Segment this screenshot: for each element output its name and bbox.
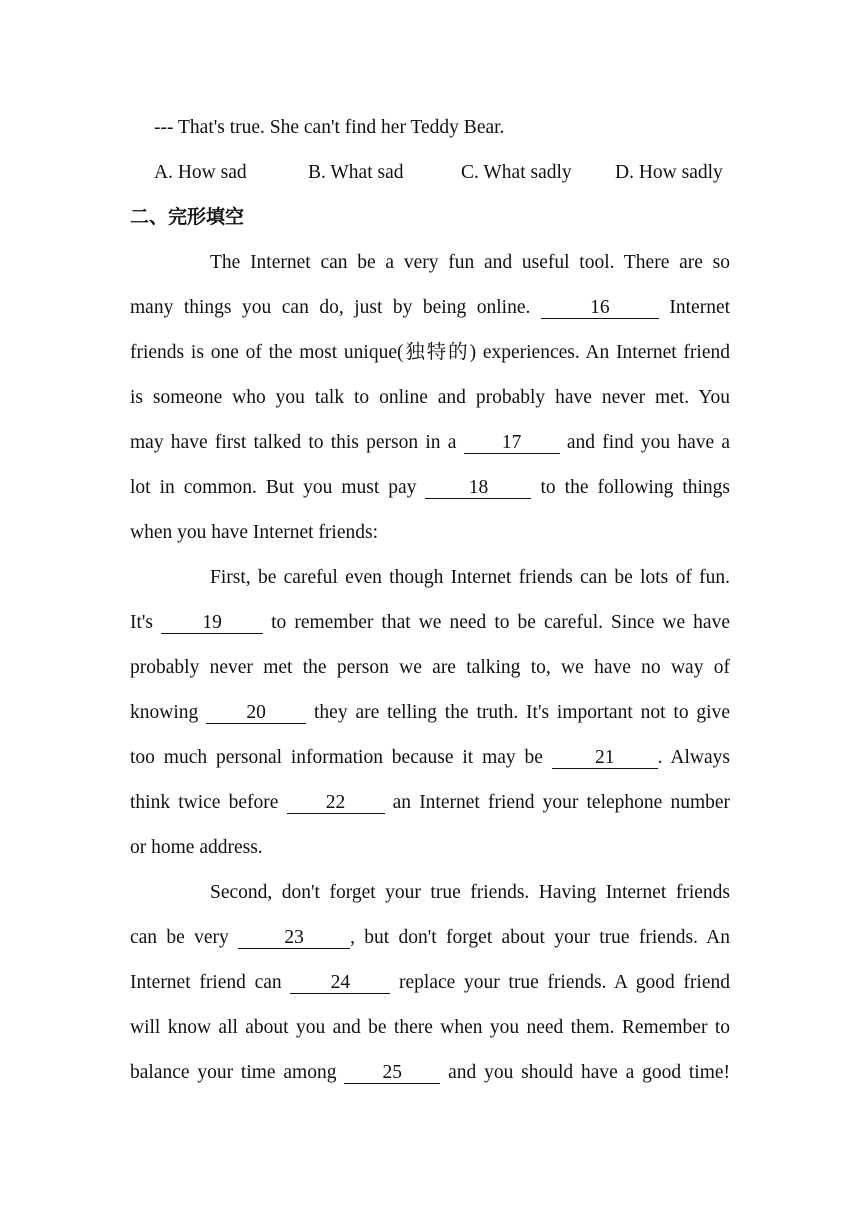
passage-line bbox=[130, 476, 730, 500]
passage-text: they are telling the truth. It's important not to give bbox=[314, 702, 731, 723]
passage-text: and find you have a bbox=[566, 432, 731, 453]
passage-line bbox=[130, 746, 730, 770]
passage-text: to remember that we need to be careful. Since we have bbox=[271, 612, 730, 633]
passage-line bbox=[130, 701, 730, 725]
passage-line bbox=[130, 566, 730, 590]
passage-line: will know all about you and be there when you need them. Remember to bbox=[130, 1017, 730, 1038]
passage-line bbox=[130, 611, 730, 635]
section-heading: 二、完形填空 bbox=[130, 206, 245, 228]
passage-text: too much personal information because it may be bbox=[130, 747, 543, 768]
blank-group bbox=[238, 927, 730, 948]
dialog-line: --- That's true. She can't find her Teddy Bear. bbox=[154, 117, 505, 138]
passage-text: to the following things bbox=[540, 477, 731, 498]
passage-line: or home address. bbox=[130, 837, 263, 858]
blank-25: 25 bbox=[344, 1063, 440, 1084]
blank-16: 16 bbox=[541, 298, 659, 319]
passage-text: lot in common. But you must pay bbox=[130, 477, 417, 498]
passage-text: Internet friend can bbox=[130, 972, 282, 993]
blank-group bbox=[552, 747, 730, 768]
blank-23: 23 bbox=[238, 928, 350, 949]
option-c: C. What sadly bbox=[461, 162, 572, 183]
passage-line: friends is one of the most unique(独特的) experiences. An Internet friend bbox=[130, 342, 730, 363]
passage-text: , but don't forget about your true friends. An bbox=[350, 927, 730, 948]
passage-text: many things you can do, just by being online. bbox=[130, 297, 531, 318]
passage-text: replace your true friends. A good friend bbox=[399, 972, 730, 993]
passage-text: It's bbox=[130, 612, 154, 633]
blank-24: 24 bbox=[290, 973, 390, 994]
passage-line bbox=[130, 881, 730, 905]
passage-text: . Always bbox=[657, 747, 730, 768]
passage-line: when you have Internet friends: bbox=[130, 522, 378, 543]
passage-text: an Internet friend your telephone number bbox=[392, 792, 731, 813]
blank-20: 20 bbox=[206, 703, 306, 724]
blank-17: 17 bbox=[464, 433, 560, 454]
passage-text: balance your time among bbox=[130, 1062, 337, 1083]
passage-line bbox=[130, 791, 730, 815]
passage-text: Second, don't forget your true friends. Having Internet friends bbox=[210, 882, 730, 903]
passage-line bbox=[130, 1061, 730, 1085]
passage-line: is someone who you talk to online and probably have never met. You bbox=[130, 387, 730, 408]
passage-line bbox=[130, 251, 730, 275]
option-b: B. What sad bbox=[308, 162, 404, 183]
passage-line bbox=[130, 431, 730, 455]
blank-19: 19 bbox=[161, 613, 263, 634]
passage-text: The Internet can be a very fun and useful tool. There are so bbox=[210, 252, 730, 273]
passage-text: knowing bbox=[130, 702, 199, 723]
passage-text: First, be careful even though Internet friends can be lots of fun. bbox=[210, 567, 730, 588]
passage-line bbox=[130, 296, 730, 320]
passage-text: and you should have a good time! bbox=[448, 1062, 731, 1083]
passage-text: can be very bbox=[130, 927, 229, 948]
blank-21: 21 bbox=[552, 748, 658, 769]
option-d: D. How sadly bbox=[615, 162, 723, 183]
passage-line bbox=[130, 926, 730, 950]
option-a: A. How sad bbox=[154, 162, 247, 183]
passage-text: Internet bbox=[669, 297, 731, 318]
blank-22: 22 bbox=[287, 793, 385, 814]
passage-line: probably never met the person we are talking to, we have no way of bbox=[130, 657, 730, 678]
passage-text: think twice before bbox=[130, 792, 279, 813]
passage-text: may have first talked to this person in a bbox=[130, 432, 457, 453]
blank-18: 18 bbox=[425, 478, 531, 499]
passage-line bbox=[130, 971, 730, 995]
